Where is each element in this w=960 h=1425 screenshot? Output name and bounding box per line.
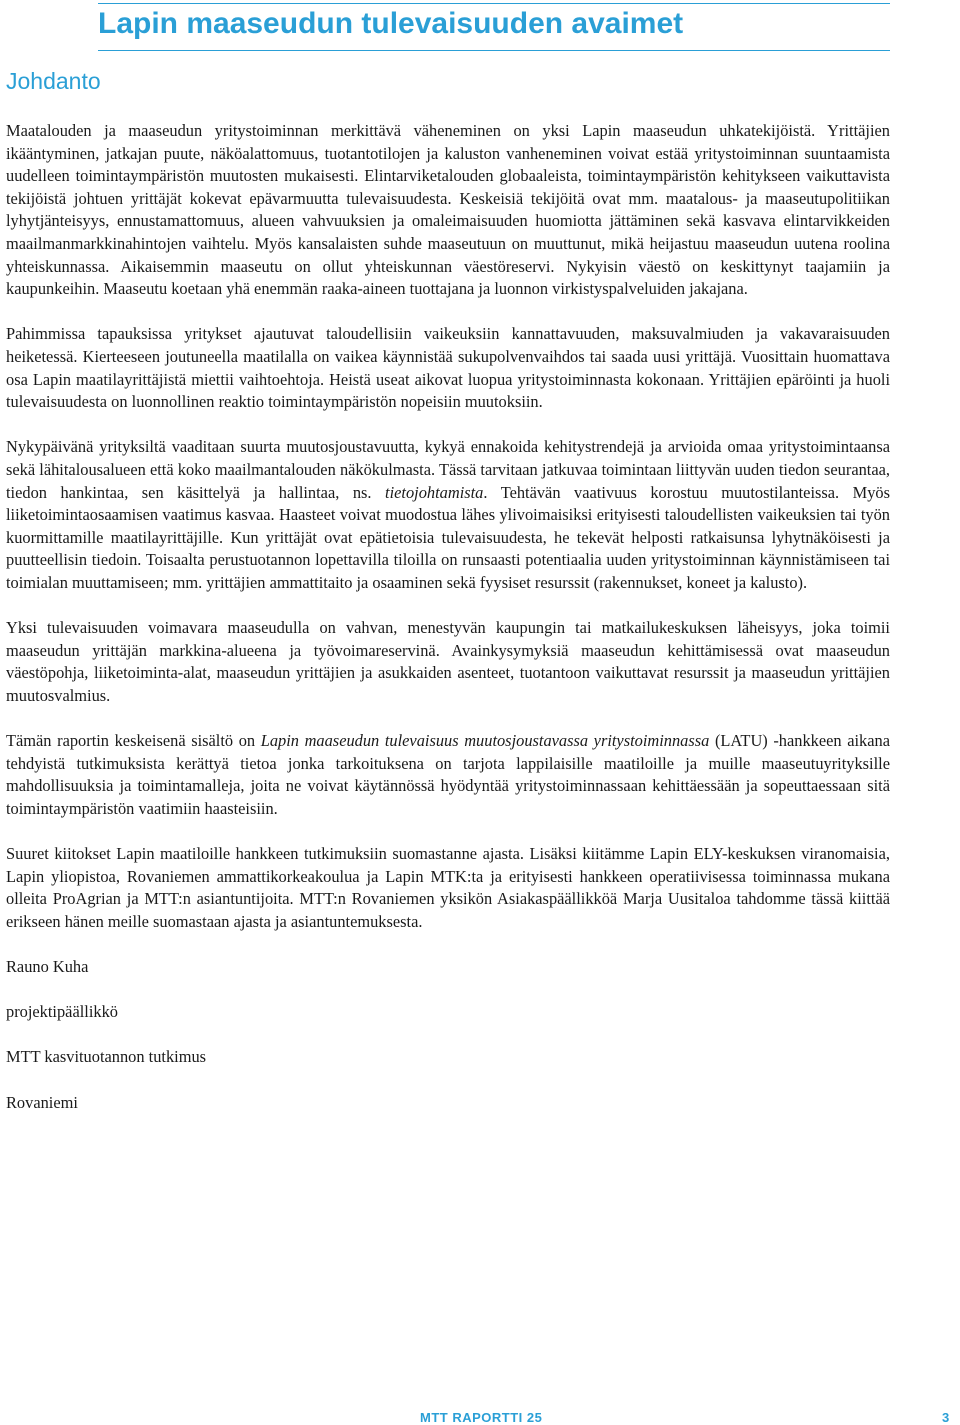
- paragraph-3-text-a: Nykypäivänä yrityksiltä vaaditaan suurta muutosjoustavuutta, kykyä ennakoida kehitystrendejä ja arvioida omaa yritystoimintaansa sekä lähitalousalueen että koko maailmantalouden näkökulmasta. Tässä tarvitaan jatkuvaa toimintaan liittyvän uuden tiedon seurantaa, tiedon hankintaa, sen käsittelyä ja hallintaa, ns.: [6, 437, 890, 502]
- paragraph-6: Suuret kiitokset Lapin maatiloille hankkeen tutkimuksiin suomastanne ajasta. Lisäksi kiitämme Lapin ELY-keskuksen viranomaisia, Lapin yliopistoa, Rovaniemen ammattikorkeakoulua ja Lapin MTK:ta ja erityisesti hankkeen operatiivisessa toiminnassa mukana olleita ProAgrian ja MTT:n asiantuntijoita. MTT:n Rovaniemen yksikön Asiakaspäällikköä Marja Uusitaloa tahdomme tässä kiittää erikseen hänen meille suomastaan ajasta ja asiantuntemuksesta.: [6, 844, 890, 931]
- paragraph-3-emphasis: tietojohtamista: [385, 482, 484, 502]
- body-text: [6, 120, 890, 1137]
- header-top-rule: [98, 3, 890, 4]
- section-heading: Johdanto: [6, 68, 101, 94]
- project-name: Lapin maaseudun tulevaisuus muutosjoustavassa yritystoiminnassa: [260, 731, 710, 751]
- paragraph-5-text-b: (LATU) -hankkeen aikana tehdyistä tutkimuksista kerättyä tietoa jonka tarkoituksena on tarjota lappilaisille maatiloille ja muille maaseutuyrityksille mahdollisuuksia ja toimintamalleja, joita ne voivat käytännössä hyödyntää yritystoiminnassaan kehittäessään ja sopeuttaessaan sitä toimintaympäristön vaatimiin haasteisiin.: [6, 731, 890, 818]
- paragraph-4: Yksi tulevaisuuden voimavara maaseudulla on vahvan, menestyvän kaupungin tai matkailukeskuksen läheisyys, joka toimii maaseudun yrittäjän markkina-alueena ja työvoimareservinä. Avainkysymyksiä maaseudun kehittämisessä ovat maaseudun väestöpohja, liiketoiminta-alat, maaseudun yrittäjien ja asukkaiden asenteet, tuotantoon vaikuttavat resurssit ja maaseudun yrittäjien muutosvalmius.: [6, 618, 890, 705]
- signature-role: projektipäällikkö: [6, 1002, 118, 1022]
- header-bottom-rule: [98, 50, 890, 51]
- page-number: 3: [942, 1410, 950, 1425]
- signature-organization: MTT kasvituotannon tutkimus: [6, 1047, 207, 1067]
- paragraph-5: [6, 730, 890, 820]
- footer-report-name: MTT RAPORTTI 25: [420, 1410, 543, 1425]
- signature-name: Rauno Kuha: [6, 956, 89, 976]
- signature-location: Rovaniemi: [6, 1092, 78, 1112]
- paragraph-5-text-a: Tämän raportin keskeisenä sisältö on: [6, 731, 256, 751]
- paragraph-2: Pahimmissa tapauksissa yritykset ajautuvat taloudellisiin vaikeuksiin kannattavuuden, maksuvalmiuden ja vakavaraisuuden heiketessä. Kierteeseen joutuneella maatilalla on vaikea käynnistää sukupolvenvaihdos tai saada uusi yrittäjä. Vuosittain huomattava osa Lapin maatilayrittäjistä miettii vaihtoehtoja. Heistä useat aikovat luopua yritystoiminnasta kokonaan. Yrittäjien epäröinti ja huoli tulevaisuudesta on luonnollinen reaktio toimintaympäristön nopeisiin muutoksiin.: [6, 324, 890, 412]
- paragraph-3: [6, 436, 890, 594]
- document-title: Lapin maaseudun tulevaisuuden avaimet: [98, 7, 684, 40]
- paragraph-1: Maatalouden ja maaseudun yritystoiminnan merkittävä väheneminen on yksi Lapin maaseudun uhkatekijöistä. Yrittäjien ikääntyminen, jatkajan puute, näköalattomuus, tuotantotilojen ja kaluston vanheneminen voivat estää yritystoiminnan suuntaamista uudelleen toimintaympäristön muutosten mukaisesti. Elintarviketalouden globaaleista, toimintaympäristön kehitykseen vaikuttavista tekijöistä johtuen yrittäjät kokevat epävarmuutta tulevaisuudesta. Keskeisiä tekijöitä ovat mm. maatalous- ja maaseutupolitiikan lyhytjänteisyys, ennustamattomuus, alueen vahvuuksien ja omaleimaisuuden huomiotta jättäminen sekä kasvava elintarvikkeiden maailmanmarkkinahintojen vaihtelu. Myös kansalaisten suhde maaseutuun on muuttunut, mikä heijastuu maaseudun uutena roolina yhteiskunnassa. Aikaisemmin maaseutu on ollut yhteiskunnan väestöreservi. Nykyisin väestö on keskittynyt taajamiin ja kaupunkeihin. Maaseutu koetaan yhä enemmän raaka-aineen tuottajana ja luonnon virkistyspalveluiden jakajana.: [6, 121, 890, 299]
- paragraph-3-text-b: . Tehtävän vaativuus korostuu muutostilanteissa. Myös liiketoimintaosaamisen vaatimus kasvaa. Haasteet voivat muodostua lähes ylivoimaisiksi erityisesti taloudellisten vaikeuksien tai työn kuormittamille maatilayrittäjille. Kun yrittäjät ovat epätietoisia tulevaisuudesta, he tekevät helposti ratkaisunsa lyhytnäköisesti ja puutteellisin tiedoin. Toisaalta perustuotannon lopettavilla tiloilla on runsaasti potentiaalia uuden yritystoiminnan käynnistämiseen tai toimialan muuttamiseen; mm. yrittäjien ammattitaito ja osaaminen sekä fyysiset resurssit (rakennukset, koneet ja kalusto).: [6, 482, 890, 592]
